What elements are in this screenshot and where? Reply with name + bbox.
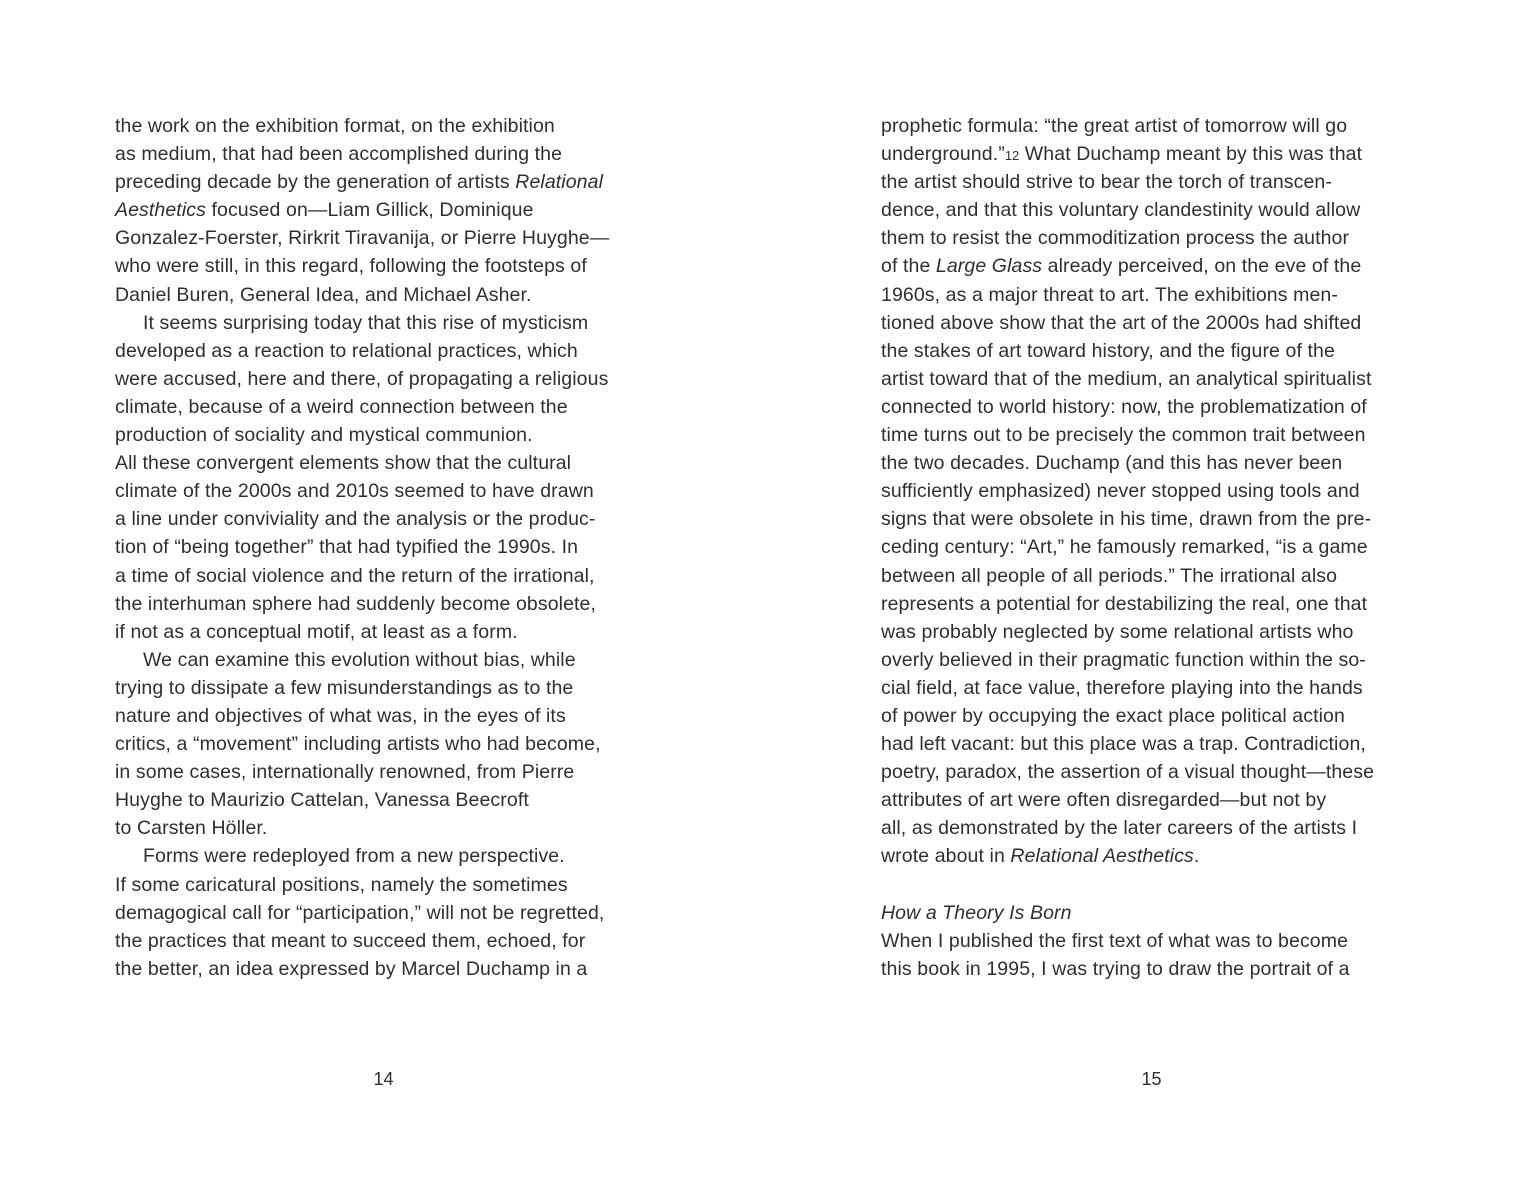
text-segment: All these convergent elements show that the cultural xyxy=(115,452,572,475)
text-line xyxy=(881,421,1481,449)
text-line xyxy=(115,899,715,927)
text-segment: as medium, that had been accomplished during the xyxy=(115,143,563,166)
text-line xyxy=(881,252,1481,280)
text-line xyxy=(115,252,715,280)
italic-text: How a Theory Is Born xyxy=(881,901,1072,924)
italic-text: Relational Aesthetics xyxy=(1010,845,1194,868)
page-number-left: 14 xyxy=(373,1069,394,1089)
text-segment: who were still, in this regard, following the footsteps of xyxy=(115,255,587,278)
text-line xyxy=(115,505,715,533)
text-line xyxy=(115,646,715,674)
text-segment: of power by occupying the exact place political action xyxy=(881,704,1345,727)
text-line xyxy=(115,196,715,224)
italic-text: Large Glass xyxy=(935,255,1043,278)
text-line xyxy=(881,112,1481,140)
text-line xyxy=(115,421,715,449)
text-segment: climate of the 2000s and 2010s seemed to have drawn xyxy=(115,480,594,503)
text-line xyxy=(881,196,1481,224)
text-line xyxy=(881,786,1481,814)
text-line xyxy=(115,309,715,337)
text-line xyxy=(115,224,715,252)
text-segment: 1960s, as a major threat to art. The exhibitions men- xyxy=(881,283,1338,306)
text-line xyxy=(115,477,715,505)
italic-text: Relational xyxy=(515,171,604,194)
text-line xyxy=(881,674,1481,702)
text-line xyxy=(881,758,1481,786)
text-line xyxy=(115,140,715,168)
text-line xyxy=(881,899,1481,927)
text-segment: production of sociality and mystical communion. xyxy=(115,424,533,447)
text-line xyxy=(115,449,715,477)
text-segment: dence, and that this voluntary clandestinity would allow xyxy=(881,199,1361,222)
text-segment: cial field, at face value, therefore playing into the hands xyxy=(881,676,1363,699)
text-line xyxy=(115,393,715,421)
right-page-text-column xyxy=(881,112,1481,983)
text-segment: We can examine this evolution without bias, while xyxy=(143,648,576,671)
text-line xyxy=(881,590,1481,618)
text-line xyxy=(115,871,715,899)
text-segment: It seems surprising today that this rise of mysticism xyxy=(143,311,589,334)
text-line xyxy=(881,309,1481,337)
text-segment: Gonzalez-Foerster, Rirkrit Tiravanija, or Pierre Huyghe— xyxy=(115,227,610,250)
text-line xyxy=(115,674,715,702)
text-segment: were accused, here and there, of propagating a religious xyxy=(115,367,609,390)
text-line xyxy=(115,365,715,393)
text-segment: artist toward that of the medium, an analytical spiritualist xyxy=(881,367,1372,390)
text-line xyxy=(115,281,715,309)
text-line xyxy=(881,224,1481,252)
text-segment: What Duchamp meant by this was that xyxy=(1019,143,1363,166)
text-segment: underground.” xyxy=(881,143,1005,166)
text-line xyxy=(881,814,1481,842)
text-segment: between all people of all periods.” The irrational also xyxy=(881,564,1338,587)
text-line xyxy=(115,337,715,365)
text-segment: already perceived, on the eve of the xyxy=(1042,255,1362,278)
text-segment: tioned above show that the art of the 2000s had shifted xyxy=(881,311,1362,334)
text-segment: overly believed in their pragmatic function within the so- xyxy=(881,648,1366,671)
text-segment: the better, an idea expressed by Marcel Duchamp in a xyxy=(115,957,588,980)
text-segment: the stakes of art toward history, and the figure of the xyxy=(881,339,1335,362)
footnote-marker: 12 xyxy=(1004,148,1020,164)
text-segment: the work on the exhibition format, on the exhibition xyxy=(115,115,555,137)
text-line xyxy=(881,618,1481,646)
text-segment: climate, because of a weird connection between the xyxy=(115,395,568,418)
text-segment: this book in 1995, I was trying to draw the portrait of a xyxy=(881,957,1350,980)
text-segment: . xyxy=(1193,845,1200,868)
text-line xyxy=(115,927,715,955)
text-segment: ceding century: “Art,” he famously remarked, “is a game xyxy=(881,536,1368,559)
text-line xyxy=(115,758,715,786)
text-line xyxy=(881,168,1481,196)
text-line xyxy=(881,871,1481,899)
text-segment: in some cases, internationally renowned, from Pierre xyxy=(115,761,575,784)
text-segment: Forms were redeployed from a new perspective. xyxy=(143,845,565,868)
text-segment: the artist should strive to bear the torch of transcen- xyxy=(881,171,1332,194)
text-line xyxy=(881,562,1481,590)
text-line xyxy=(881,533,1481,561)
text-segment: all, as demonstrated by the later careers of the artists I xyxy=(881,817,1358,840)
text-segment: When I published the first text of what was to become xyxy=(881,929,1349,952)
text-segment: preceding decade by the generation of artists xyxy=(115,171,516,194)
text-segment: poetry, paradox, the assertion of a visual thought—these xyxy=(881,761,1375,784)
text-segment: Daniel Buren, General Idea, and Michael Asher. xyxy=(115,283,532,306)
text-segment: of the xyxy=(881,255,936,278)
text-line xyxy=(881,449,1481,477)
text-line xyxy=(881,842,1481,870)
text-segment: developed as a reaction to relational practices, which xyxy=(115,339,578,362)
text-lines xyxy=(115,112,715,983)
text-line xyxy=(881,477,1481,505)
text-segment: the two decades. Duchamp (and this has never been xyxy=(881,452,1343,475)
text-segment: sufficiently emphasized) never stopped using tools and xyxy=(881,480,1360,503)
text-segment: trying to dissipate a few misunderstandings as to the xyxy=(115,676,574,699)
text-segment: critics, a “movement” including artists who had become, xyxy=(115,733,601,756)
text-line xyxy=(881,646,1481,674)
text-line xyxy=(881,337,1481,365)
text-segment: connected to world history: now, the problematization of xyxy=(881,395,1367,418)
text-segment: time turns out to be precisely the common trait between xyxy=(881,424,1366,447)
left-page-text-column xyxy=(115,112,715,983)
text-line xyxy=(881,730,1481,758)
text-line xyxy=(115,112,715,140)
text-segment: them to resist the commoditization process the author xyxy=(881,227,1350,250)
text-line xyxy=(115,533,715,561)
text-line xyxy=(115,842,715,870)
text-segment: prophetic formula: “the great artist of tomorrow will go xyxy=(881,115,1348,137)
text-segment: wrote about in xyxy=(881,845,1011,868)
text-line xyxy=(881,927,1481,955)
text-line xyxy=(115,702,715,730)
text-line xyxy=(881,281,1481,309)
text-line xyxy=(115,955,715,983)
text-segment: was probably neglected by some relational artists who xyxy=(881,620,1354,643)
text-line xyxy=(881,505,1481,533)
text-line xyxy=(115,168,715,196)
text-line xyxy=(115,562,715,590)
text-segment: tion of “being together” that had typified the 1990s. In xyxy=(115,536,579,559)
text-segment: a line under conviviality and the analysis or the produc- xyxy=(115,508,596,531)
text-line xyxy=(881,140,1481,168)
text-segment: demagogical call for “participation,” will not be regretted, xyxy=(115,901,605,924)
text-segment: a time of social violence and the return of the irrational, xyxy=(115,564,595,587)
text-segment: attributes of art were often disregarded—but not by xyxy=(881,789,1327,812)
text-line xyxy=(115,730,715,758)
text-segment: the practices that meant to succeed them, echoed, for xyxy=(115,929,586,952)
text-segment: Huyghe to Maurizio Cattelan, Vanessa Beecroft xyxy=(115,789,529,812)
text-segment: had left vacant: but this place was a trap. Contradiction, xyxy=(881,733,1366,756)
text-line xyxy=(881,365,1481,393)
text-line xyxy=(881,393,1481,421)
text-segment: focused on—Liam Gillick, Dominique xyxy=(205,199,534,222)
text-segment: If some caricatural positions, namely the sometimes xyxy=(115,873,568,896)
text-line xyxy=(115,786,715,814)
page-number-right: 15 xyxy=(1141,1069,1162,1089)
text-line xyxy=(115,814,715,842)
text-segment: nature and objectives of what was, in the eyes of its xyxy=(115,704,566,727)
text-line xyxy=(115,590,715,618)
text-lines xyxy=(881,112,1481,983)
text-line xyxy=(881,955,1481,983)
text-segment: signs that were obsolete in his time, drawn from the pre- xyxy=(881,508,1372,531)
text-segment: the interhuman sphere had suddenly become obsolete, xyxy=(115,592,597,615)
italic-text: Aesthetics xyxy=(115,199,206,222)
text-segment: represents a potential for destabilizing the real, one that xyxy=(881,592,1368,615)
text-segment: if not as a conceptual motif, at least as a form. xyxy=(115,620,518,643)
text-segment: to Carsten Höller. xyxy=(115,817,268,840)
text-line xyxy=(881,702,1481,730)
text-line xyxy=(115,618,715,646)
